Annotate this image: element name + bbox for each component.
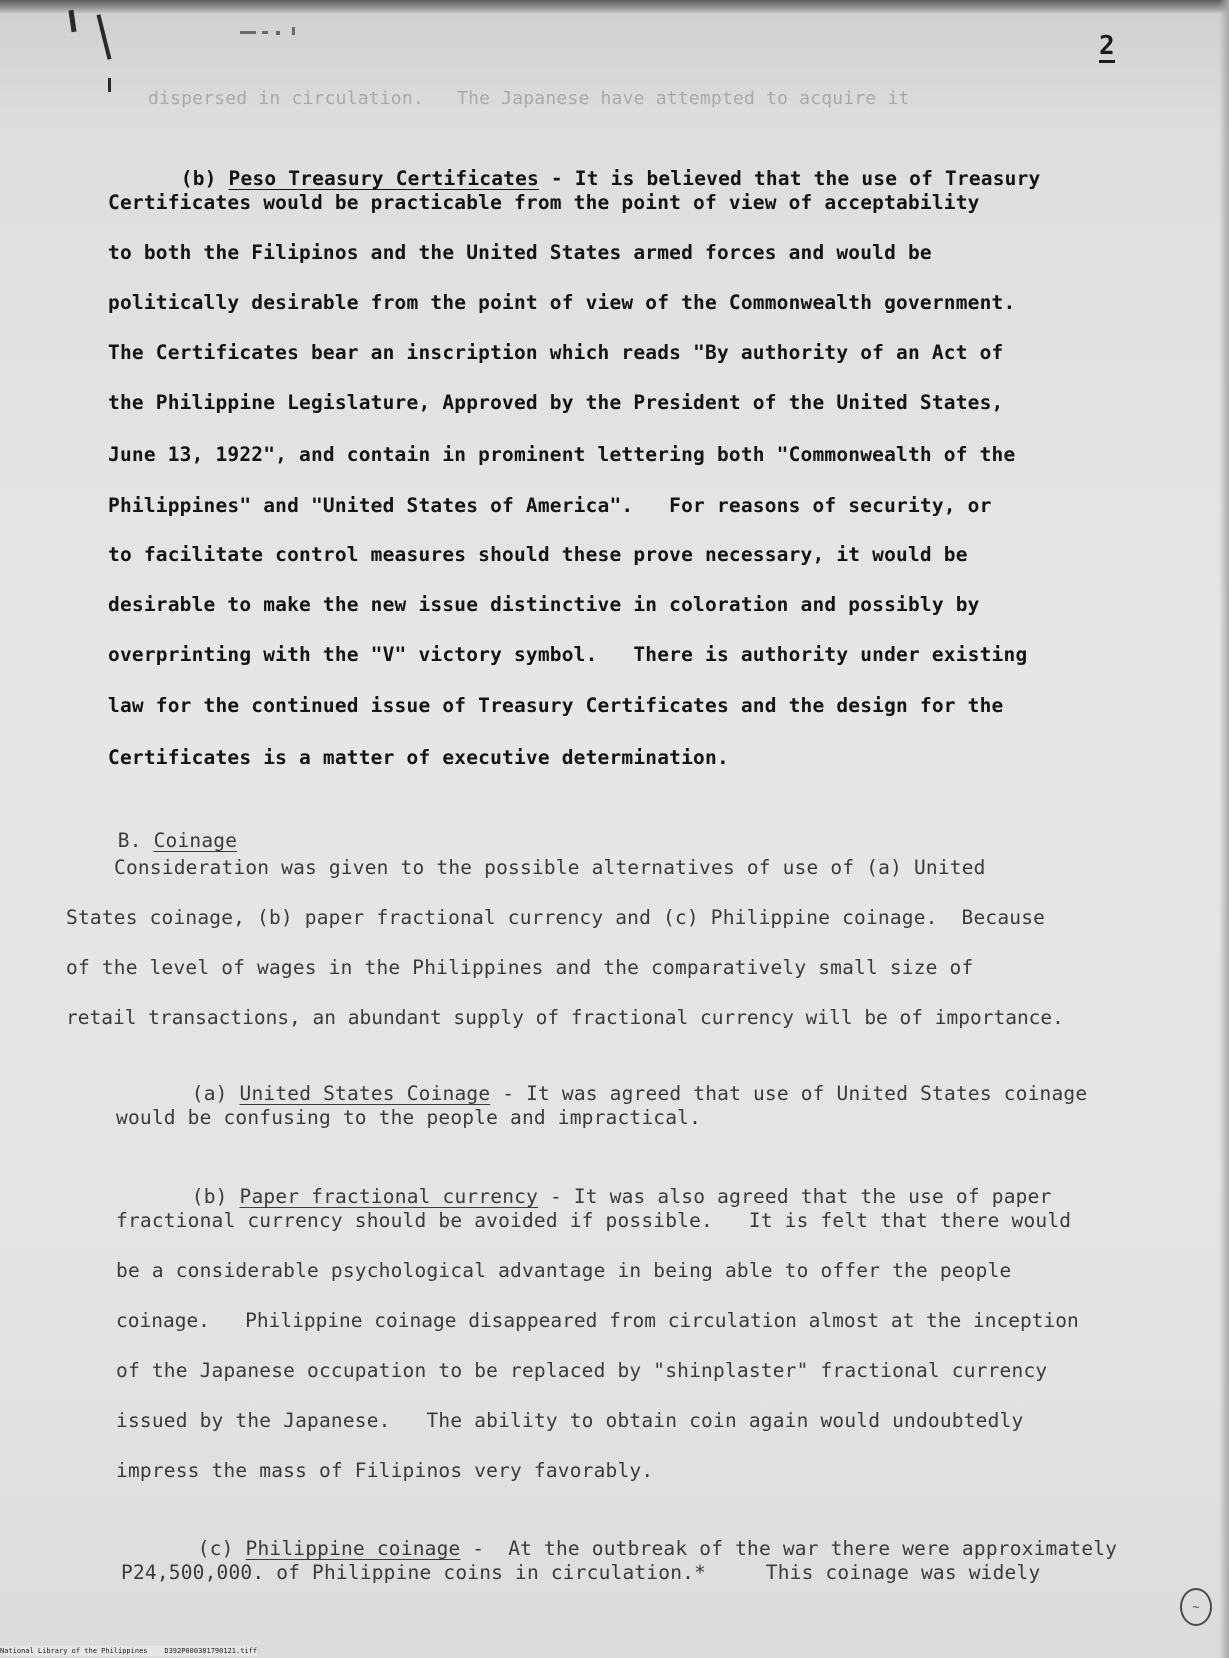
paragraph-line: coinage. Philippine coinage disappeared from circulation almost at the inception <box>116 1309 1079 1332</box>
item-text: - It was also agreed that the use of paper <box>538 1185 1052 1208</box>
item-text: - It was agreed that use of United States coinage <box>490 1082 1088 1105</box>
paragraph-line: desirable to make the new issue distinctive in coloration and possibly by <box>108 593 980 616</box>
scan-mark <box>240 31 256 34</box>
scan-mark <box>292 27 295 35</box>
item-text: - It is believed that the use of Treasury <box>538 167 1041 190</box>
paragraph-line: issued by the Japanese. The ability to obtain coin again would undoubtedly <box>116 1409 1024 1432</box>
paragraph-line: The Certificates bear an inscription which reads "By authority of an Act of <box>108 341 1004 364</box>
paragraph-line: retail transactions, an abundant supply of fractional currency will be of importance. <box>66 1006 1064 1029</box>
item-heading: Peso Treasury Certificates <box>228 167 539 190</box>
paragraph-line: fractional currency should be avoided if possible. It is felt that there would <box>116 1209 1072 1232</box>
circle-mark-icon: ~ <box>1180 1588 1212 1626</box>
item-label: (a) <box>191 1082 240 1105</box>
section-title: Coinage <box>153 829 238 852</box>
paragraph-line: of the Japanese occupation to be replaced by "shinplaster" fractional currency <box>116 1359 1048 1382</box>
paragraph-line: Consideration was given to the possible alternatives of use of (a) United <box>114 856 986 879</box>
item-heading: Philippine coinage <box>245 1537 461 1560</box>
scan-mark <box>108 78 111 92</box>
paragraph-line: to both the Filipinos and the United States armed forces and would be <box>108 241 932 264</box>
scan-top-edge <box>0 0 1229 14</box>
scan-mark <box>96 14 111 60</box>
item-text: - At the outbreak of the war there were approximately <box>460 1537 1118 1560</box>
paragraph-line: Certificates would be practicable from the point of view of acceptability <box>108 191 980 214</box>
item-label: (c) <box>197 1537 246 1560</box>
paragraph-line: June 13, 1922", and contain in prominent lettering both "Commonwealth of the <box>108 443 1016 466</box>
paragraph-line: impress the mass of Filipinos very favorably. <box>116 1459 654 1482</box>
paragraph-line: to facilitate control measures should these prove necessary, it would be <box>108 543 968 566</box>
paragraph-line: Certificates is a matter of executive determination. <box>108 746 729 769</box>
item-heading: United States Coinage <box>239 1082 491 1105</box>
page-number: 2 <box>1099 31 1115 61</box>
paragraph-line: Philippines" and "United States of America". For reasons of security, or <box>108 494 992 517</box>
paragraph-line: overprinting with the "V" victory symbol. There is authority under existing <box>108 643 1028 666</box>
scan-right-edge <box>1219 0 1229 1658</box>
paragraph-line: law for the continued issue of Treasury Certificates and the design for the <box>108 694 1004 717</box>
paragraph-line: States coinage, (b) paper fractional currency and (c) Philippine coinage. Because <box>66 906 1046 929</box>
paragraph-line: be a considerable psychological advantage in being able to offer the people <box>116 1259 1012 1282</box>
scan-footer: National Library of the Philippines D392P000381790121.tiff <box>0 1647 258 1655</box>
section-label: B. <box>117 829 154 852</box>
item-heading: Paper fractional currency <box>239 1185 539 1208</box>
scan-mark <box>276 31 280 35</box>
bleed-through-line: dispersed in circulation. The Japanese have attempted to acquire it <box>148 88 910 109</box>
paragraph-line: of the level of wages in the Philippines and the comparatively small size of <box>66 956 974 979</box>
paragraph-line: would be confusing to the people and impractical. <box>116 1106 702 1129</box>
paragraph-line: politically desirable from the point of view of the Commonwealth government. <box>108 291 1016 314</box>
scan-mark <box>262 31 268 34</box>
paragraph-line: P24,500,000. of Philippine coins in circulation.* This coinage was widely <box>121 1561 1041 1584</box>
item-label: (b) <box>180 167 229 190</box>
paragraph-line: the Philippine Legislature, Approved by the President of the United States, <box>108 391 1004 414</box>
item-label: (b) <box>191 1185 240 1208</box>
